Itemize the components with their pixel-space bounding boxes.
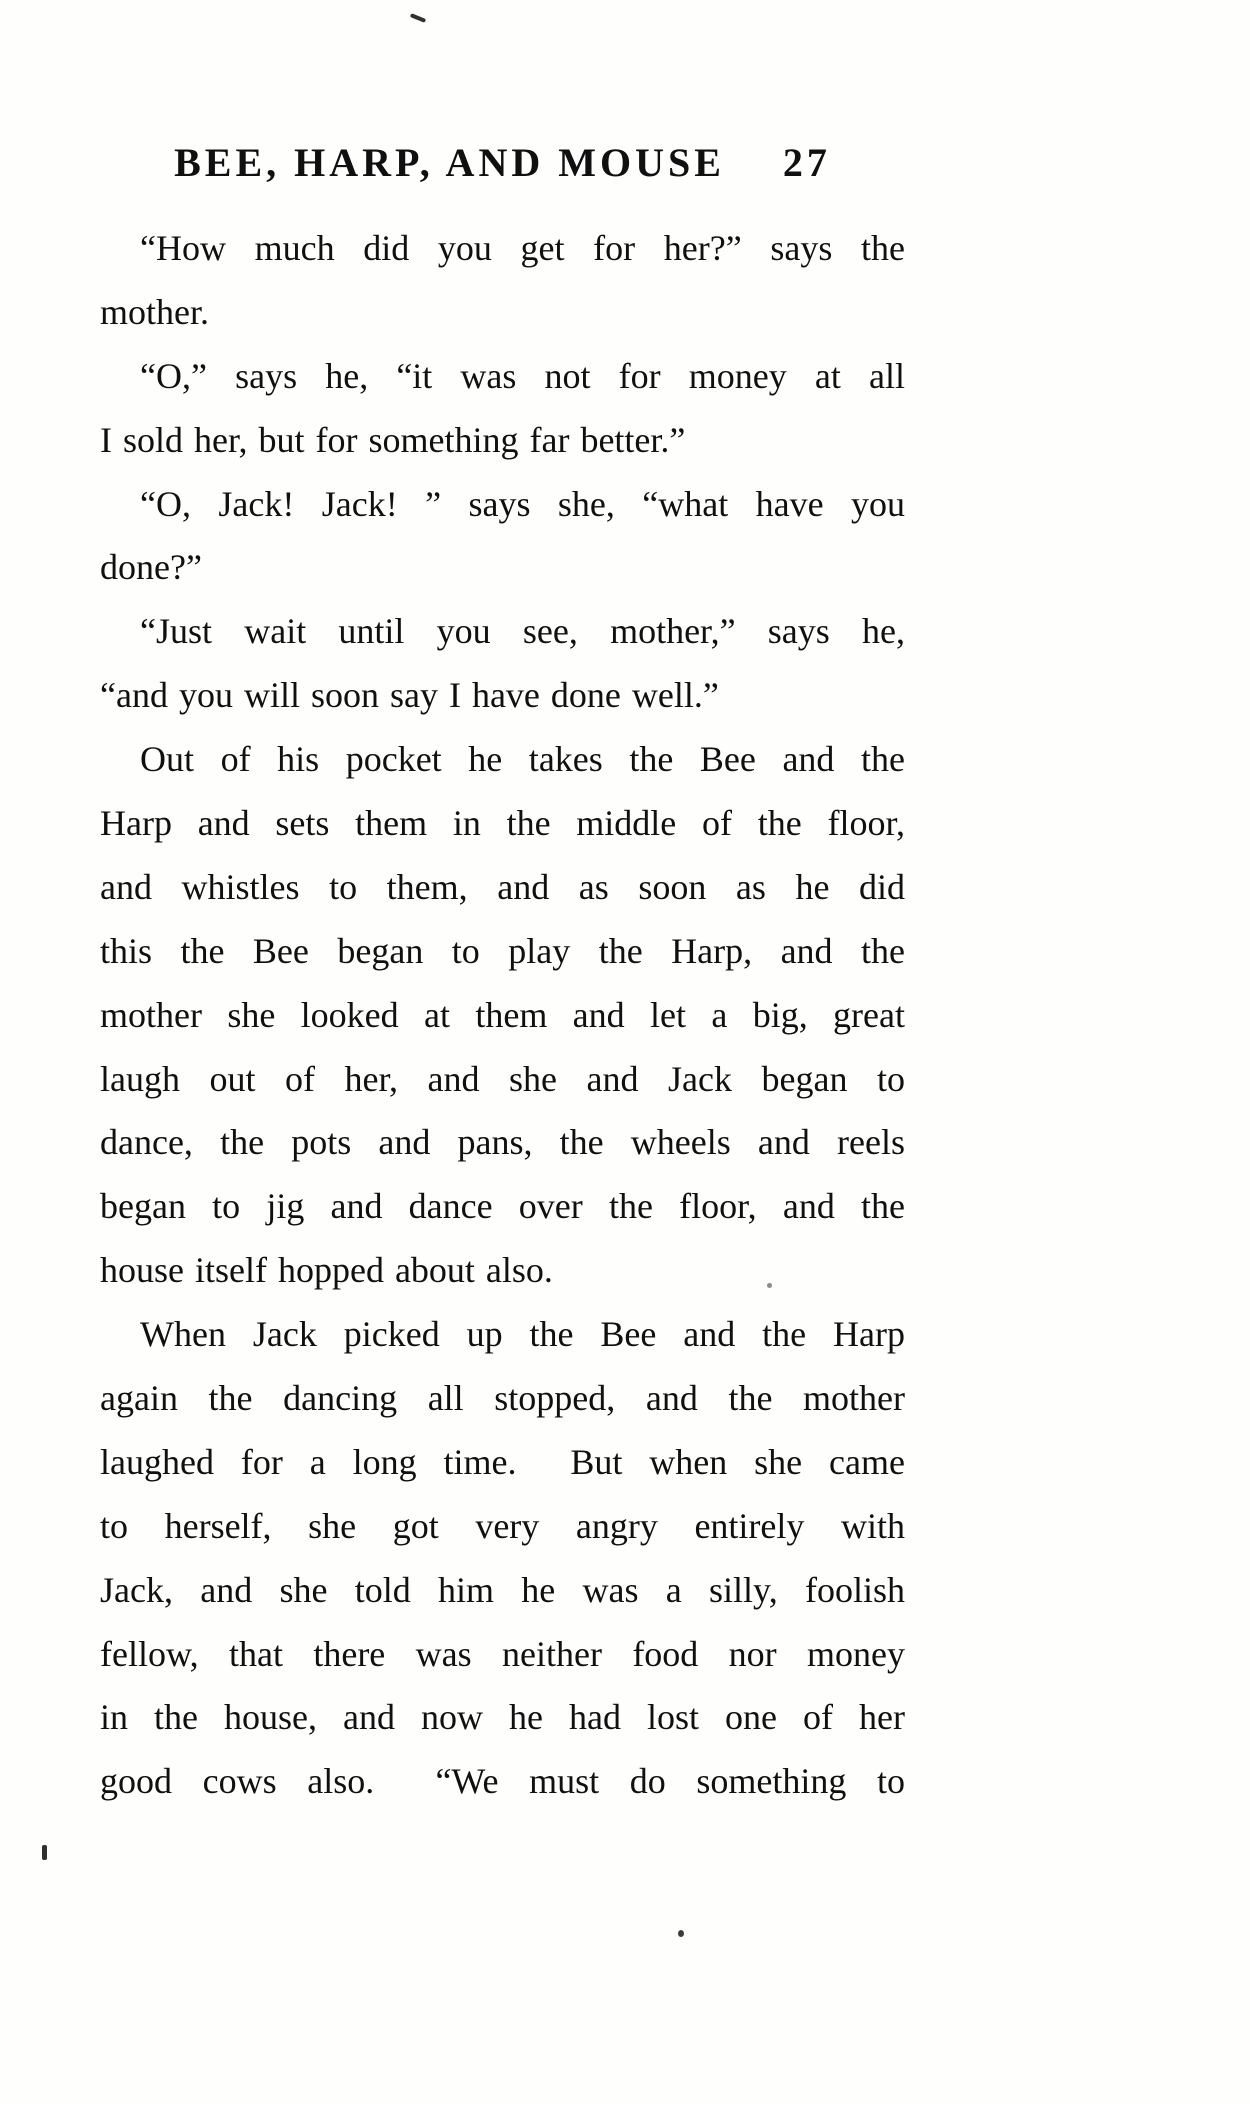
text-line: dance, the pots and pans, the wheels and reels (100, 1122, 905, 1163)
text-line: “How much did you get for her?” says the (140, 228, 905, 268)
page-header (100, 140, 905, 186)
scan-speck (42, 1845, 47, 1860)
text-line: Jack, and she told him he was a silly, foolish (100, 1569, 905, 1610)
running-title: BEE, HARP, AND MOUSE (174, 140, 725, 185)
text-line: “O,” says he, “it was not for money at all (140, 355, 905, 396)
scan-speck (767, 1283, 772, 1288)
scan-speck (678, 1930, 684, 1937)
text-line: to herself, she got very angry entirely with (100, 1505, 905, 1546)
text-line: “Just wait until you see, mother,” says he, (140, 611, 905, 652)
text-line: in the house, and now he had lost one of her (100, 1697, 905, 1738)
text-line: began to jig and dance over the floor, and the (100, 1186, 905, 1227)
text-line: fellow, that there was neither food nor money (100, 1633, 905, 1674)
text-line: I sold her, but for something far better.” (100, 419, 686, 460)
text-line: laugh out of her, and she and Jack began to (100, 1058, 905, 1099)
text-line: house itself hopped about also. (100, 1250, 553, 1291)
text-line: laughed for a long time. But when she came (100, 1441, 905, 1482)
text-line: Harp and sets them in the middle of the floor, (100, 803, 905, 844)
page-number: 27 (782, 140, 831, 185)
text-line: “and you will soon say I have done well.” (100, 675, 719, 716)
story-text (100, 217, 905, 1814)
text-line: Out of his pocket he takes the Bee and the (140, 739, 905, 780)
text-line: again the dancing all stopped, and the mother (100, 1378, 905, 1419)
text-line: good cows also. “We must do something to (100, 1761, 905, 1802)
text-line: and whistles to them, and as soon as he did (100, 866, 905, 907)
text-line: mother. (100, 291, 209, 332)
text-line: When Jack picked up the Bee and the Harp (140, 1314, 905, 1355)
text-line: this the Bee began to play the Harp, and the (100, 930, 905, 971)
text-line: “O, Jack! Jack! ” says she, “what have you (140, 483, 905, 524)
text-line: done?” (100, 547, 202, 588)
text-line: mother she looked at them and let a big, great (100, 994, 905, 1035)
scan-speck (410, 13, 426, 23)
